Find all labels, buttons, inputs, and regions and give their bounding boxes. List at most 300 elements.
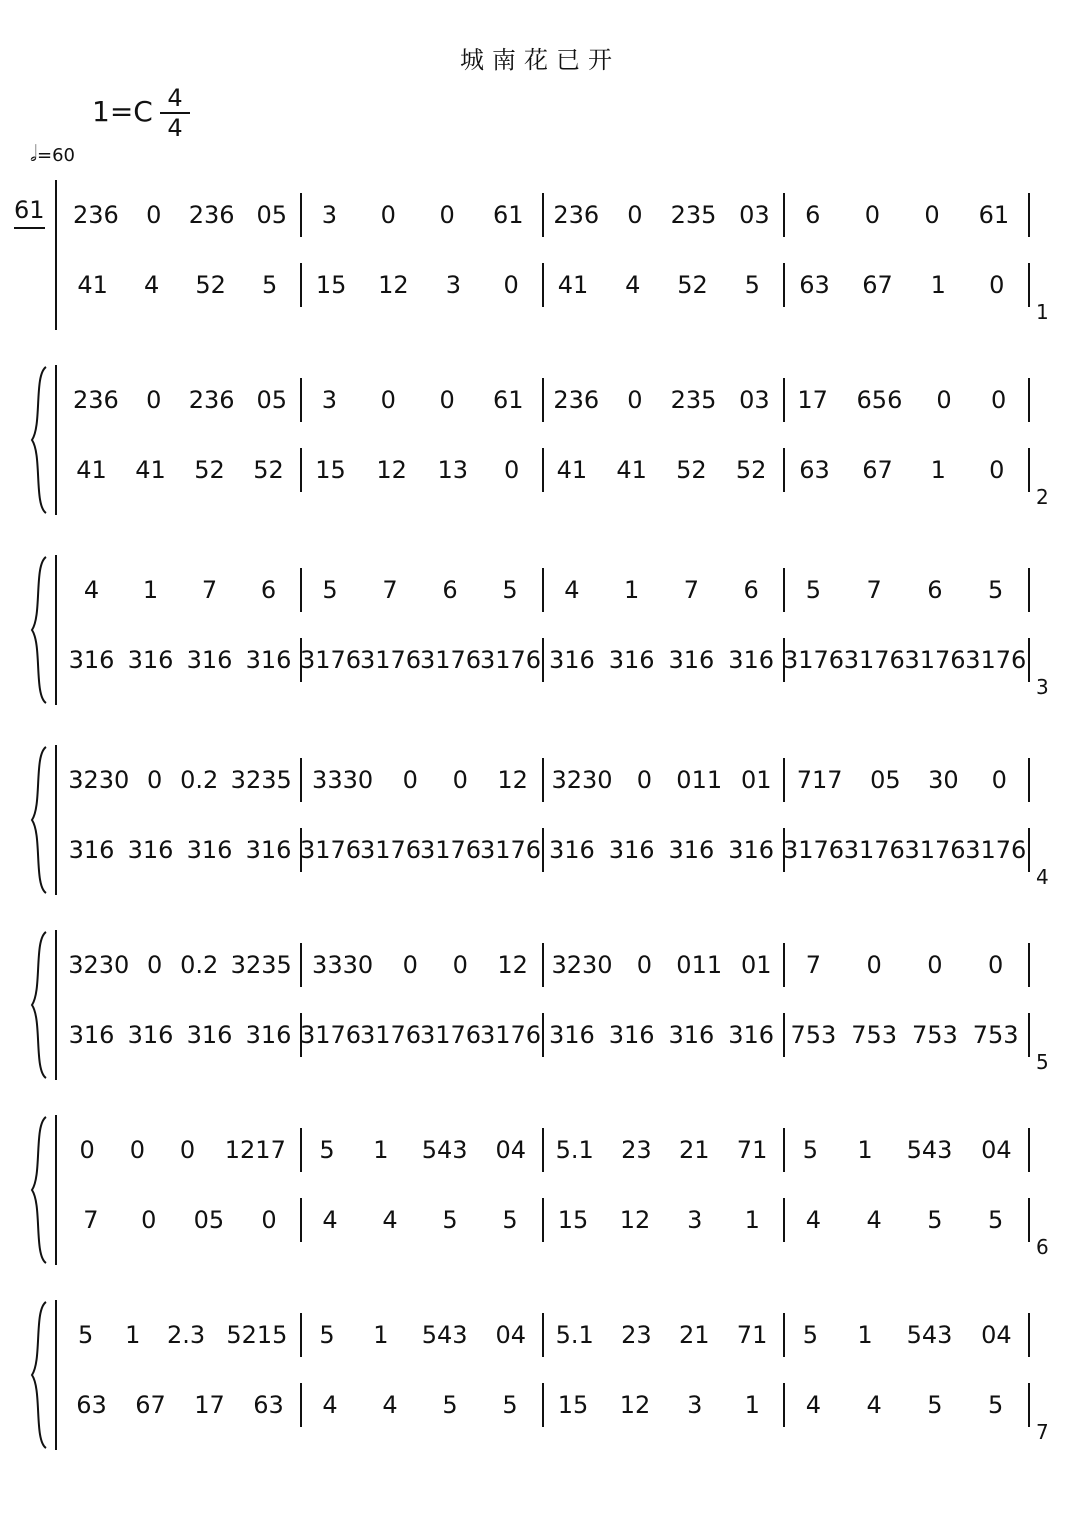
beat-cell: 0 bbox=[991, 766, 1007, 794]
measure bbox=[783, 1310, 1026, 1360]
beat-cell: 236 bbox=[72, 201, 119, 229]
system-number: 4 bbox=[1036, 865, 1049, 889]
barline bbox=[783, 1128, 785, 1172]
measure bbox=[783, 565, 1026, 615]
beat-cell: 3235 bbox=[230, 766, 292, 794]
measure bbox=[62, 755, 298, 805]
beat-cell: 61 bbox=[493, 201, 524, 229]
beat-cell: 30 bbox=[928, 766, 959, 794]
system-number: 7 bbox=[1036, 1420, 1049, 1444]
beat-cell: 15 bbox=[315, 271, 347, 299]
beat-cell: 17 bbox=[797, 386, 828, 414]
barline bbox=[783, 1198, 785, 1242]
beat-cell: 0 bbox=[987, 951, 1004, 979]
beat-cell: 23 bbox=[621, 1136, 652, 1164]
barline bbox=[300, 1128, 302, 1172]
beat-cell: 0 bbox=[504, 456, 520, 484]
beat-cell: 316 bbox=[608, 646, 655, 674]
beat-cell: 753 bbox=[972, 1021, 1019, 1049]
beat-cell: 1 bbox=[857, 1321, 873, 1349]
beat-cell: 0 bbox=[636, 766, 653, 794]
beat-cell: 63 bbox=[76, 1391, 107, 1419]
beat-cell: 5.1 bbox=[555, 1321, 594, 1349]
beat-cell: 67 bbox=[862, 271, 893, 299]
measure bbox=[783, 190, 1026, 240]
barline bbox=[783, 1013, 785, 1057]
score-system bbox=[0, 1115, 1080, 1275]
beat-cell: 52 bbox=[195, 271, 226, 299]
beat-cell: 3330 bbox=[312, 951, 374, 979]
barline bbox=[783, 568, 785, 612]
beat-cell: 0 bbox=[452, 951, 468, 979]
barline bbox=[542, 1313, 544, 1357]
beat-cell: 0 bbox=[380, 201, 396, 229]
beat-cell: 656 bbox=[856, 386, 903, 414]
beat-cell: 316 bbox=[728, 836, 775, 864]
measure bbox=[300, 940, 540, 990]
beat-cell: 3230 bbox=[551, 766, 613, 794]
beat-cell: 3176 bbox=[480, 836, 542, 864]
barline bbox=[783, 378, 785, 422]
barline bbox=[1028, 1013, 1030, 1057]
beat-cell: 236 bbox=[188, 386, 235, 414]
measure bbox=[62, 565, 298, 615]
measure bbox=[62, 260, 298, 310]
beat-cell: 0 bbox=[503, 271, 519, 299]
measure bbox=[300, 755, 540, 805]
measure bbox=[542, 190, 781, 240]
beat-cell: 316 bbox=[245, 836, 292, 864]
beat-cell: 235 bbox=[670, 386, 717, 414]
beat-cell: 04 bbox=[981, 1321, 1012, 1349]
measure bbox=[62, 1380, 298, 1430]
barline bbox=[542, 1128, 544, 1172]
beat-cell: 63 bbox=[799, 456, 830, 484]
measure bbox=[62, 375, 298, 425]
measure bbox=[62, 940, 298, 990]
beat-cell: 7 bbox=[83, 1206, 99, 1234]
beat-cell: 3176 bbox=[420, 646, 482, 674]
beat-cell: 1 bbox=[744, 1391, 760, 1419]
beat-cell: 3176 bbox=[783, 836, 845, 864]
beat-cell: 3230 bbox=[551, 951, 613, 979]
beat-cell: 316 bbox=[127, 1021, 174, 1049]
beat-cell: 543 bbox=[421, 1321, 468, 1349]
beat-cell: 316 bbox=[608, 1021, 655, 1049]
beat-cell: 4 bbox=[564, 576, 580, 604]
beat-cell: 3176 bbox=[904, 836, 966, 864]
measure bbox=[542, 375, 781, 425]
beat-cell: 316 bbox=[548, 1021, 595, 1049]
beat-cell: 316 bbox=[68, 1021, 115, 1049]
beat-cell: 0 bbox=[141, 1206, 157, 1234]
score-system bbox=[0, 555, 1080, 715]
beat-cell: 0 bbox=[991, 386, 1007, 414]
beat-cell: 52 bbox=[676, 456, 707, 484]
beat-cell: 5 bbox=[987, 576, 1004, 604]
beat-cell: 5 bbox=[502, 1206, 518, 1234]
measure bbox=[783, 260, 1026, 310]
beat-cell: 3230 bbox=[68, 766, 130, 794]
beat-cell: 52 bbox=[194, 456, 225, 484]
beat-cell: 236 bbox=[553, 386, 600, 414]
barline bbox=[300, 638, 302, 682]
beat-cell: 0 bbox=[989, 271, 1005, 299]
beat-cell: 3176 bbox=[420, 1021, 482, 1049]
measure bbox=[783, 1195, 1026, 1245]
beat-cell: 316 bbox=[127, 836, 174, 864]
time-signature bbox=[160, 86, 190, 140]
beat-cell: 4 bbox=[322, 1391, 338, 1419]
barline bbox=[783, 448, 785, 492]
tempo-value: =60 bbox=[37, 145, 75, 166]
beat-cell: 3176 bbox=[360, 836, 422, 864]
beat-cell: 67 bbox=[135, 1391, 166, 1419]
beat-cell: 52 bbox=[253, 456, 284, 484]
beat-cell: 13 bbox=[437, 456, 469, 484]
measure bbox=[300, 635, 540, 685]
beat-cell: 01 bbox=[741, 766, 772, 794]
beat-cell: 3 bbox=[321, 386, 338, 414]
beat-cell: 0.2 bbox=[180, 951, 219, 979]
beat-cell: 3235 bbox=[230, 951, 292, 979]
barline bbox=[300, 758, 302, 802]
barline bbox=[783, 1313, 785, 1357]
beat-cell: 0 bbox=[147, 766, 163, 794]
beat-cell: 316 bbox=[668, 1021, 715, 1049]
measure bbox=[783, 635, 1026, 685]
barline bbox=[542, 378, 544, 422]
beat-cell: 5 bbox=[442, 1206, 458, 1234]
beat-cell: 01 bbox=[741, 951, 772, 979]
beat-cell: 6 bbox=[927, 576, 943, 604]
beat-cell: 5 bbox=[502, 576, 518, 604]
system-number: 3 bbox=[1036, 675, 1049, 699]
beat-cell: 63 bbox=[799, 271, 830, 299]
barline bbox=[1028, 943, 1030, 987]
barline bbox=[1028, 193, 1030, 237]
measure bbox=[62, 635, 298, 685]
beat-cell: 753 bbox=[911, 1021, 958, 1049]
beat-cell: 6 bbox=[442, 576, 458, 604]
measure bbox=[783, 375, 1026, 425]
beat-cell: 3 bbox=[687, 1391, 703, 1419]
system-number: 2 bbox=[1036, 485, 1049, 509]
beat-cell: 3230 bbox=[68, 951, 130, 979]
score-system bbox=[0, 745, 1080, 905]
beat-cell: 316 bbox=[245, 646, 292, 674]
beat-cell: 12 bbox=[497, 766, 528, 794]
barline bbox=[1028, 1128, 1030, 1172]
beat-cell: 4 bbox=[382, 1391, 398, 1419]
upper-part bbox=[0, 1310, 1080, 1360]
measure bbox=[542, 260, 781, 310]
lower-part bbox=[0, 1195, 1080, 1245]
system-number: 1 bbox=[1036, 300, 1049, 324]
barline bbox=[300, 263, 302, 307]
beat-cell: 12 bbox=[376, 456, 407, 484]
measure bbox=[542, 825, 781, 875]
beat-cell: 0 bbox=[452, 766, 468, 794]
beat-cell: 5 bbox=[319, 1321, 335, 1349]
beat-cell: 5 bbox=[77, 1321, 94, 1349]
beat-cell: 316 bbox=[186, 646, 233, 674]
beat-cell: 6 bbox=[743, 576, 759, 604]
beat-cell: 316 bbox=[186, 836, 233, 864]
beat-cell: 71 bbox=[736, 1136, 768, 1164]
beat-cell: 6 bbox=[260, 576, 277, 604]
beat-cell: 0 bbox=[636, 951, 653, 979]
beat-cell: 7 bbox=[201, 576, 218, 604]
song-title: 城南花已开 bbox=[460, 46, 620, 74]
beat-cell: 41 bbox=[556, 456, 588, 484]
beat-cell: 5 bbox=[805, 576, 822, 604]
beat-cell: 235 bbox=[670, 201, 717, 229]
beat-cell: 236 bbox=[72, 386, 119, 414]
beat-cell: 5 bbox=[802, 1321, 818, 1349]
measure bbox=[300, 260, 540, 310]
measure bbox=[300, 825, 540, 875]
beat-cell: 753 bbox=[851, 1021, 898, 1049]
beat-cell: 543 bbox=[906, 1136, 953, 1164]
beat-cell: 236 bbox=[188, 201, 235, 229]
beat-cell: 52 bbox=[735, 456, 767, 484]
barline bbox=[300, 1198, 302, 1242]
beat-cell: 0 bbox=[146, 201, 162, 229]
beat-cell: 1 bbox=[373, 1321, 389, 1349]
beat-cell: 316 bbox=[728, 1021, 775, 1049]
beat-cell: 03 bbox=[739, 201, 770, 229]
half-note-icon: 𝅗𝅥 bbox=[30, 142, 37, 167]
barline bbox=[300, 943, 302, 987]
measure bbox=[783, 940, 1026, 990]
beat-cell: 5 bbox=[319, 1136, 335, 1164]
beat-cell: 05 bbox=[870, 766, 901, 794]
tempo-marking bbox=[30, 142, 75, 167]
barline bbox=[542, 1013, 544, 1057]
beat-cell: 1 bbox=[744, 1206, 760, 1234]
beat-cell: 3176 bbox=[300, 836, 362, 864]
time-signature-denominator: 4 bbox=[167, 114, 183, 142]
beat-cell: 41 bbox=[557, 271, 589, 299]
measure bbox=[300, 1310, 540, 1360]
barline bbox=[783, 1383, 785, 1427]
measure bbox=[62, 825, 298, 875]
beat-cell: 5 bbox=[261, 271, 278, 299]
beat-cell: 011 bbox=[676, 766, 723, 794]
beat-cell: 3 bbox=[445, 271, 462, 299]
beat-cell: 41 bbox=[135, 456, 166, 484]
beat-cell: 7 bbox=[866, 576, 882, 604]
beat-cell: 04 bbox=[981, 1136, 1012, 1164]
beat-cell: 316 bbox=[548, 646, 595, 674]
beat-cell: 5 bbox=[927, 1391, 943, 1419]
beat-cell: 5215 bbox=[226, 1321, 288, 1349]
beat-cell: 316 bbox=[608, 836, 655, 864]
beat-cell: 04 bbox=[495, 1321, 527, 1349]
measure bbox=[542, 1010, 781, 1060]
beat-cell: 63 bbox=[253, 1391, 284, 1419]
beat-cell: 316 bbox=[668, 646, 715, 674]
beat-cell: 236 bbox=[553, 201, 600, 229]
barline bbox=[783, 263, 785, 307]
beat-cell: 41 bbox=[77, 271, 108, 299]
beat-cell: 7 bbox=[683, 576, 700, 604]
beat-cell: 1 bbox=[857, 1136, 873, 1164]
beat-cell: 316 bbox=[728, 646, 775, 674]
score-system bbox=[0, 180, 1080, 340]
key-signature: 1=C bbox=[92, 95, 153, 128]
barline bbox=[542, 448, 544, 492]
beat-cell: 05 bbox=[256, 201, 287, 229]
beat-cell: 4 bbox=[143, 271, 160, 299]
beat-cell: 543 bbox=[421, 1136, 468, 1164]
beat-cell: 23 bbox=[621, 1321, 652, 1349]
beat-cell: 1 bbox=[373, 1136, 389, 1164]
measure bbox=[300, 1380, 540, 1430]
measure bbox=[542, 1310, 781, 1360]
beat-cell: 4 bbox=[866, 1206, 882, 1234]
barline bbox=[783, 193, 785, 237]
lower-part bbox=[0, 1010, 1080, 1060]
beat-cell: 12 bbox=[619, 1391, 651, 1419]
barline bbox=[300, 1013, 302, 1057]
measure bbox=[783, 1125, 1026, 1175]
beat-cell: 15 bbox=[557, 1206, 589, 1234]
beat-cell: 0 bbox=[147, 951, 163, 979]
barline bbox=[1028, 1383, 1030, 1427]
upper-part bbox=[0, 755, 1080, 805]
barline bbox=[542, 1383, 544, 1427]
beat-cell: 0 bbox=[864, 201, 881, 229]
beat-cell: 03 bbox=[739, 386, 770, 414]
beat-cell: 3176 bbox=[843, 646, 905, 674]
beat-cell: 316 bbox=[548, 836, 595, 864]
score-system bbox=[0, 930, 1080, 1090]
upper-part bbox=[0, 940, 1080, 990]
upper-part bbox=[0, 190, 1080, 240]
beat-cell: 7 bbox=[805, 951, 822, 979]
beat-cell: 17 bbox=[194, 1391, 225, 1419]
barline bbox=[300, 1313, 302, 1357]
beat-cell: 316 bbox=[68, 646, 115, 674]
score-system bbox=[0, 365, 1080, 525]
measure bbox=[783, 755, 1026, 805]
beat-cell: 0 bbox=[402, 766, 418, 794]
beat-cell: 3176 bbox=[300, 1021, 362, 1049]
barline bbox=[783, 638, 785, 682]
barline bbox=[1028, 448, 1030, 492]
beat-cell: 0 bbox=[261, 1206, 277, 1234]
measure bbox=[783, 1380, 1026, 1430]
barline bbox=[783, 943, 785, 987]
beat-cell: 0 bbox=[380, 386, 396, 414]
upper-part bbox=[0, 565, 1080, 615]
measure bbox=[300, 1195, 540, 1245]
beat-cell: 0 bbox=[627, 386, 643, 414]
barline bbox=[1028, 378, 1030, 422]
beat-cell: 4 bbox=[866, 1391, 882, 1419]
beat-cell: 3176 bbox=[480, 1021, 542, 1049]
beat-cell: 4 bbox=[382, 1206, 398, 1234]
beat-cell: 316 bbox=[127, 646, 174, 674]
beat-cell: 1 bbox=[125, 1321, 141, 1349]
measure bbox=[62, 445, 298, 495]
barline bbox=[300, 193, 302, 237]
beat-cell: 0 bbox=[402, 951, 418, 979]
barline bbox=[300, 1383, 302, 1427]
lower-part bbox=[0, 825, 1080, 875]
measure bbox=[542, 565, 781, 615]
beat-cell: 4 bbox=[805, 1206, 822, 1234]
beat-cell: 04 bbox=[495, 1136, 527, 1164]
measure bbox=[300, 1125, 540, 1175]
system-number: 6 bbox=[1036, 1235, 1049, 1259]
beat-cell: 3330 bbox=[312, 766, 374, 794]
barline bbox=[1028, 638, 1030, 682]
beat-cell: 5.1 bbox=[555, 1136, 594, 1164]
pickup-notes: 61 bbox=[14, 196, 45, 229]
beat-cell: 05 bbox=[256, 386, 287, 414]
beat-cell: 5 bbox=[322, 576, 338, 604]
beat-cell: 1 bbox=[623, 576, 640, 604]
beat-cell: 21 bbox=[678, 1321, 710, 1349]
beat-cell: 4 bbox=[805, 1391, 822, 1419]
barline bbox=[1028, 568, 1030, 612]
beat-cell: 0 bbox=[179, 1136, 196, 1164]
beat-cell: 316 bbox=[668, 836, 715, 864]
beat-cell: 1 bbox=[930, 456, 946, 484]
beat-cell: 0 bbox=[627, 201, 643, 229]
measure bbox=[542, 445, 781, 495]
beat-cell: 5 bbox=[927, 1206, 943, 1234]
measure bbox=[62, 1310, 298, 1360]
measure bbox=[300, 565, 540, 615]
beat-cell: 4 bbox=[625, 271, 641, 299]
measure bbox=[783, 1010, 1026, 1060]
beat-cell: 3176 bbox=[843, 836, 905, 864]
beat-cell: 15 bbox=[315, 456, 346, 484]
beat-cell: 3176 bbox=[300, 646, 362, 674]
measure bbox=[542, 1195, 781, 1245]
upper-part bbox=[0, 375, 1080, 425]
measure bbox=[783, 825, 1026, 875]
beat-cell: 52 bbox=[677, 271, 708, 299]
beat-cell: 0 bbox=[936, 386, 952, 414]
barline bbox=[542, 568, 544, 612]
beat-cell: 3176 bbox=[420, 836, 482, 864]
beat-cell: 0.2 bbox=[180, 766, 219, 794]
beat-cell: 05 bbox=[193, 1206, 225, 1234]
measure bbox=[542, 755, 781, 805]
beat-cell: 316 bbox=[245, 1021, 292, 1049]
beat-cell: 3176 bbox=[480, 646, 542, 674]
barline bbox=[300, 828, 302, 872]
beat-cell: 61 bbox=[978, 201, 1010, 229]
barline bbox=[1028, 1198, 1030, 1242]
beat-cell: 2.3 bbox=[166, 1321, 206, 1349]
measure bbox=[542, 940, 781, 990]
beat-cell: 5 bbox=[987, 1206, 1004, 1234]
beat-cell: 3176 bbox=[904, 646, 966, 674]
beat-cell: 41 bbox=[616, 456, 647, 484]
measure bbox=[300, 190, 540, 240]
beat-cell: 316 bbox=[68, 836, 115, 864]
barline bbox=[542, 943, 544, 987]
barline bbox=[1028, 758, 1030, 802]
beat-cell: 5 bbox=[744, 271, 760, 299]
system-number: 5 bbox=[1036, 1050, 1049, 1074]
